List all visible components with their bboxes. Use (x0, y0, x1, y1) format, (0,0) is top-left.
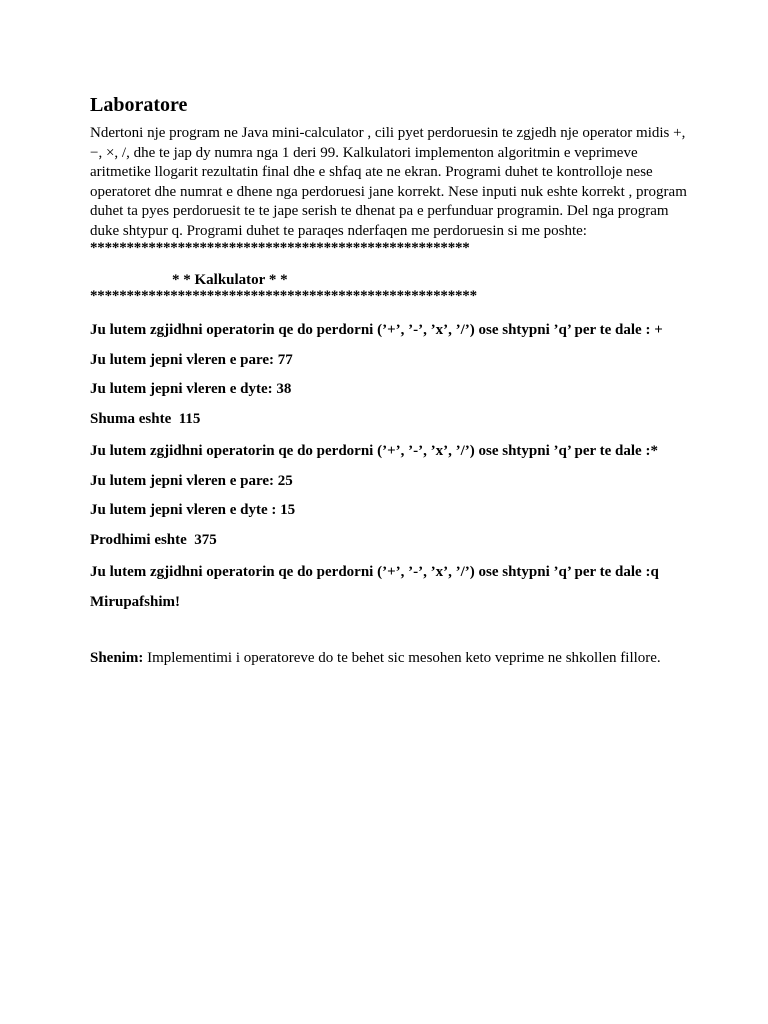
document-page (90, 92, 690, 667)
stars-divider-top: **************************************************** (90, 240, 470, 256)
note-text: Implementimi i operatoreve do te behet sic mesohen keto veprime ne shkollen fillore. (143, 649, 661, 666)
page-title: Laboratore (90, 94, 188, 116)
session-line: Ju lutem zgjidhni operatorin qe do perdorni (’+’, ’-’, ’x’, ’/’) ose shtypni ’q’ per te dale :* (90, 443, 658, 459)
intro-paragraph: Ndertoni nje program ne Java mini-calculator , cili pyet perdoruesin te zgjedh nje operator midis +, −, ×, /, dhe te jap dy numra nga 1 deri 99. Kalkulatori implementon algoritmin e veprimeve aritmetike llogarit rezultatin final dhe e shfaq ate ne ekran. Programi duhet te kontrolloje nese operatoret dhe numrat e dhene nga perdoruesi jane korrekt. Nese inputi nuk eshte korrekt , program duhet ta pyes perdoruesit te te jape serish te dhenat pa e perfunduar programin. Del nga program duke shtypur q. Programi duhet te paraqes nderfaqen me perdoruesin si me poshte: (90, 125, 687, 239)
session-line: Ju lutem zgjidhni operatorin qe do perdorni (’+’, ’-’, ’x’, ’/’) ose shtypni ’q’ per te dale : + (90, 322, 663, 338)
calculator-banner: * * Kalkulator * * (172, 272, 288, 288)
session-line: Prodhimi eshte 375 (90, 531, 217, 548)
session-line: Ju lutem jepni vleren e pare: 77 (90, 351, 293, 368)
note-paragraph (90, 649, 690, 667)
session-line: Ju lutem jepni vleren e dyte: 38 (90, 381, 292, 397)
session-line: Ju lutem jepni vleren e dyte : 15 (90, 502, 296, 518)
stars-divider-bottom: ***************************************************** (90, 288, 477, 304)
session-line: Ju lutem zgjidhni operatorin qe do perdorni (’+’, ’-’, ’x’, ’/’) ose shtypni ’q’ per te dale :q (90, 564, 659, 580)
sample-session (90, 321, 690, 611)
session-line: Mirupafshim! (90, 593, 180, 610)
note-label: Shenim: (90, 649, 144, 666)
session-line: Ju lutem jepni vleren e pare: 25 (90, 472, 293, 489)
session-line: Shuma eshte 115 (90, 410, 201, 427)
